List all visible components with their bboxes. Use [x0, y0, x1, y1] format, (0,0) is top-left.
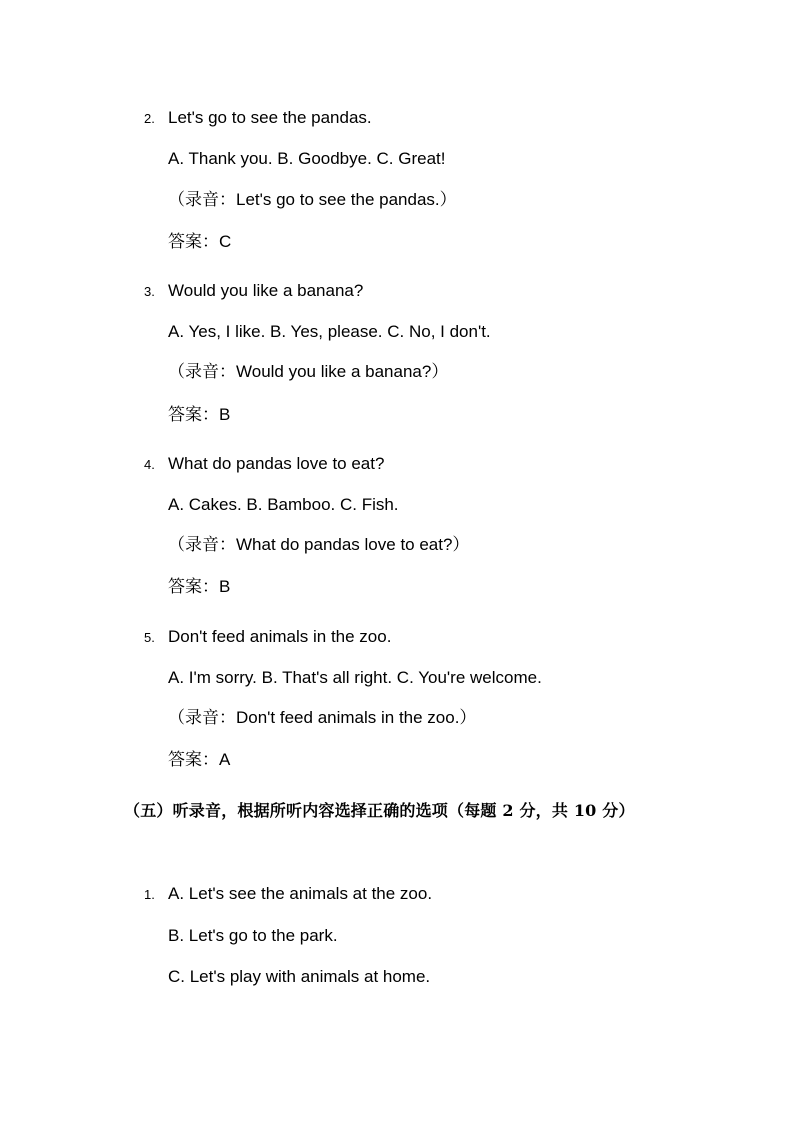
- option-a: A. Let's see the animals at the zoo.: [168, 884, 433, 903]
- recording-note: （录音：Would you like a banana?）: [168, 362, 449, 381]
- section-heading: （五）听录音，根据所听内容选择正确的选项（每题 2 分，共 10 分）: [124, 801, 635, 820]
- answer-key: 答案：A: [168, 750, 231, 769]
- answer-options: A. Cakes. B. Bamboo. C. Fish.: [168, 495, 399, 514]
- answer-key: 答案：B: [168, 577, 231, 596]
- recording-note: （录音：What do pandas love to eat?）: [168, 535, 470, 554]
- answer-key: 答案：B: [168, 405, 231, 424]
- answer-options: A. Thank you. B. Goodbye. C. Great!: [168, 149, 446, 168]
- answer-key: 答案：C: [168, 232, 232, 251]
- question-text: Would you like a banana?: [168, 281, 364, 300]
- option-b: B. Let's go to the park.: [168, 926, 338, 945]
- question-number: 2.: [144, 111, 155, 126]
- recording-note: （录音：Don't feed animals in the zoo.）: [168, 708, 477, 727]
- question-number: 4.: [144, 457, 155, 472]
- question-text: Let's go to see the pandas.: [168, 108, 372, 127]
- question-text: What do pandas love to eat?: [168, 454, 385, 473]
- question-number: 5.: [144, 630, 155, 645]
- answer-options: A. I'm sorry. B. That's all right. C. You're welcome.: [168, 668, 542, 687]
- question-text: Don't feed animals in the zoo.: [168, 627, 392, 646]
- question-number: 1.: [144, 887, 155, 902]
- question-number: 3.: [144, 284, 155, 299]
- option-c: C. Let's play with animals at home.: [168, 967, 431, 986]
- recording-note: （录音：Let's go to see the pandas.）: [168, 190, 457, 209]
- answer-options: A. Yes, I like. B. Yes, please. C. No, I don't.: [168, 322, 491, 341]
